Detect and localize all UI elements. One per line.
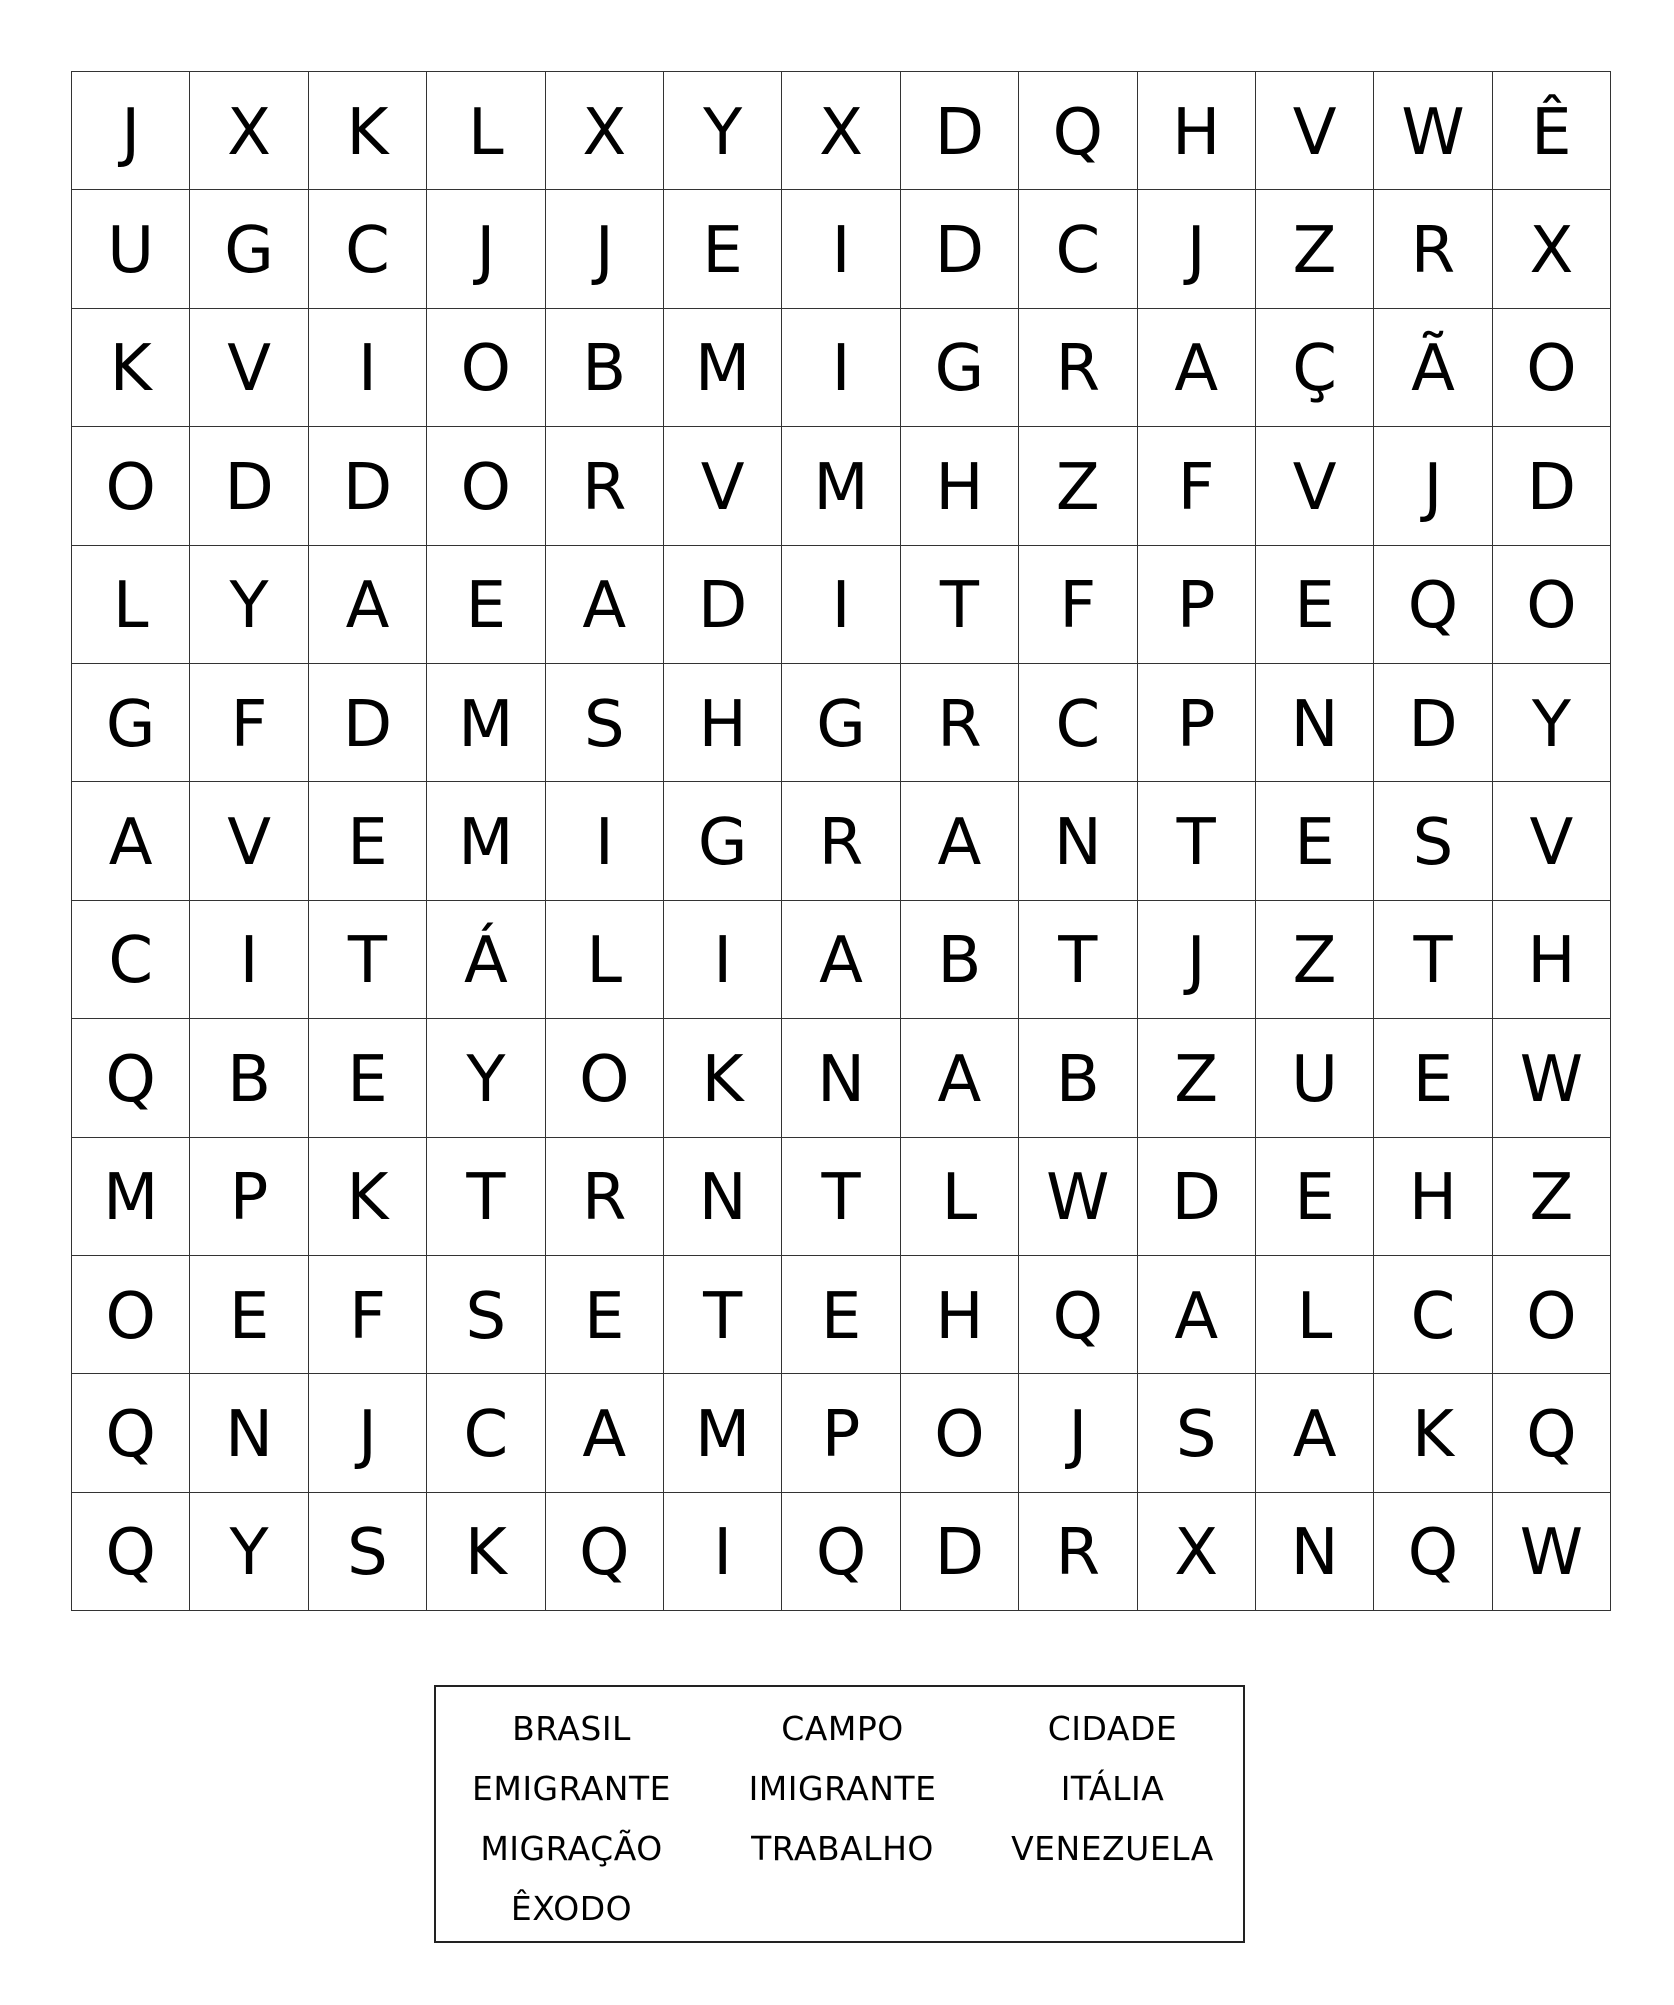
grid-cell[interactable]: Q — [546, 1493, 664, 1611]
grid-cell[interactable]: O — [901, 1374, 1019, 1492]
grid-cell[interactable]: E — [1256, 782, 1374, 900]
word-list — [434, 1685, 1245, 1943]
word-list-item: VENEZUELA — [1011, 1829, 1214, 1868]
grid-cell[interactable]: I — [782, 190, 900, 308]
grid-cell[interactable]: I — [782, 546, 900, 664]
grid-cell[interactable]: X — [190, 72, 308, 190]
grid-cell[interactable]: Q — [1374, 546, 1492, 664]
grid-cell[interactable]: E — [309, 782, 427, 900]
grid-cell[interactable]: Á — [427, 901, 545, 1019]
grid-cell[interactable]: R — [546, 1138, 664, 1256]
grid-cell[interactable]: M — [72, 1138, 190, 1256]
grid-cell[interactable]: Y — [427, 1019, 545, 1137]
grid-cell[interactable]: H — [901, 427, 1019, 545]
grid-cell[interactable]: D — [901, 1493, 1019, 1611]
grid-cell[interactable]: N — [1019, 782, 1137, 900]
grid-cell[interactable]: W — [1374, 72, 1492, 190]
word-list-item: CIDADE — [1047, 1709, 1178, 1748]
grid-cell[interactable]: W — [1019, 1138, 1137, 1256]
grid-cell[interactable]: P — [1138, 546, 1256, 664]
grid-cell[interactable]: R — [1374, 190, 1492, 308]
grid-cell[interactable]: Y — [190, 546, 308, 664]
grid-cell[interactable]: Q — [1019, 1256, 1137, 1374]
grid-cell[interactable]: M — [782, 427, 900, 545]
grid-cell[interactable]: R — [782, 782, 900, 900]
grid-cell[interactable]: D — [1374, 664, 1492, 782]
grid-cell[interactable]: D — [1493, 427, 1611, 545]
grid-cell[interactable]: Q — [1374, 1493, 1492, 1611]
grid-cell[interactable]: S — [1374, 782, 1492, 900]
grid-cell[interactable]: A — [782, 901, 900, 1019]
grid-cell[interactable]: U — [72, 190, 190, 308]
grid-cell[interactable]: Q — [72, 1374, 190, 1492]
grid-cell[interactable]: D — [309, 427, 427, 545]
grid-cell[interactable]: T — [901, 546, 1019, 664]
grid-cell[interactable]: A — [1138, 309, 1256, 427]
grid-cell[interactable]: K — [1374, 1374, 1492, 1492]
grid-cell[interactable]: Q — [782, 1493, 900, 1611]
grid-cell[interactable]: C — [1019, 664, 1137, 782]
grid-cell[interactable]: U — [1256, 1019, 1374, 1137]
grid-cell[interactable]: N — [782, 1019, 900, 1137]
grid-cell[interactable]: W — [1493, 1019, 1611, 1137]
grid-cell[interactable]: C — [427, 1374, 545, 1492]
grid-cell[interactable]: P — [1138, 664, 1256, 782]
grid-cell[interactable]: B — [546, 309, 664, 427]
grid-cell[interactable]: J — [427, 190, 545, 308]
grid-cell[interactable]: L — [1256, 1256, 1374, 1374]
grid-cell[interactable]: I — [782, 309, 900, 427]
grid-cell[interactable]: V — [1493, 782, 1611, 900]
grid-cell[interactable]: E — [546, 1256, 664, 1374]
grid-cell[interactable]: C — [309, 190, 427, 308]
grid-cell[interactable]: J — [72, 72, 190, 190]
grid-cell[interactable]: G — [190, 190, 308, 308]
grid-cell[interactable]: K — [664, 1019, 782, 1137]
grid-cell[interactable]: J — [1019, 1374, 1137, 1492]
grid-cell[interactable]: S — [1138, 1374, 1256, 1492]
grid-cell[interactable]: G — [664, 782, 782, 900]
grid-cell[interactable]: J — [1138, 190, 1256, 308]
grid-cell[interactable]: D — [309, 664, 427, 782]
grid-cell[interactable]: H — [1138, 72, 1256, 190]
grid-cell[interactable]: T — [1374, 901, 1492, 1019]
grid-cell[interactable]: A — [901, 782, 1019, 900]
grid-cell[interactable]: L — [427, 72, 545, 190]
grid-cell[interactable]: D — [901, 190, 1019, 308]
grid-cell[interactable]: M — [427, 664, 545, 782]
grid-cell[interactable]: Y — [190, 1493, 308, 1611]
grid-cell[interactable]: I — [309, 309, 427, 427]
grid-cell[interactable]: K — [427, 1493, 545, 1611]
grid-cell[interactable]: J — [1374, 427, 1492, 545]
grid-cell[interactable]: F — [190, 664, 308, 782]
grid-cell[interactable]: X — [546, 72, 664, 190]
grid-cell[interactable]: K — [72, 309, 190, 427]
grid-cell[interactable]: P — [782, 1374, 900, 1492]
grid-cell[interactable]: E — [664, 190, 782, 308]
grid-cell[interactable]: G — [901, 309, 1019, 427]
grid-cell[interactable]: Y — [664, 72, 782, 190]
grid-cell[interactable]: L — [546, 901, 664, 1019]
grid-cell[interactable]: R — [1019, 1493, 1137, 1611]
grid-cell[interactable]: S — [546, 664, 664, 782]
grid-cell[interactable]: A — [546, 546, 664, 664]
grid-cell[interactable]: A — [1138, 1256, 1256, 1374]
grid-cell[interactable]: R — [901, 664, 1019, 782]
grid-cell[interactable]: T — [309, 901, 427, 1019]
grid-cell[interactable]: A — [1256, 1374, 1374, 1492]
grid-cell[interactable]: Z — [1493, 1138, 1611, 1256]
grid-cell[interactable]: H — [1374, 1138, 1492, 1256]
grid-cell[interactable]: E — [190, 1256, 308, 1374]
grid-cell[interactable]: M — [427, 782, 545, 900]
grid-cell[interactable]: T — [427, 1138, 545, 1256]
grid-cell[interactable]: O — [72, 427, 190, 545]
word-list-item: MIGRAÇÃO — [480, 1829, 663, 1868]
word-list-item: TRABALHO — [751, 1829, 934, 1868]
grid-cell[interactable]: N — [1256, 1493, 1374, 1611]
grid-cell[interactable]: A — [72, 782, 190, 900]
grid-cell[interactable]: L — [901, 1138, 1019, 1256]
grid-cell[interactable]: W — [1493, 1493, 1611, 1611]
grid-cell[interactable]: Z — [1138, 1019, 1256, 1137]
grid-cell[interactable]: T — [1138, 782, 1256, 900]
grid-cell[interactable]: Q — [72, 1493, 190, 1611]
grid-cell[interactable]: P — [190, 1138, 308, 1256]
grid-cell[interactable]: T — [664, 1256, 782, 1374]
word-list-item: IMIGRANTE — [748, 1769, 937, 1808]
grid-cell[interactable]: C — [72, 901, 190, 1019]
grid-cell[interactable]: Q — [72, 1019, 190, 1137]
grid-cell[interactable]: X — [1493, 190, 1611, 308]
word-list-item: ÊXODO — [510, 1889, 633, 1928]
grid-cell[interactable]: Q — [1493, 1374, 1611, 1492]
grid-cell[interactable]: E — [427, 546, 545, 664]
grid-cell[interactable]: H — [901, 1256, 1019, 1374]
grid-cell[interactable]: V — [190, 309, 308, 427]
grid-cell[interactable]: O — [546, 1019, 664, 1137]
word-list-item: ITÁLIA — [1060, 1769, 1165, 1808]
grid-cell[interactable]: Ç — [1256, 309, 1374, 427]
grid-cell[interactable]: O — [427, 427, 545, 545]
grid-cell[interactable]: N — [664, 1138, 782, 1256]
grid-cell[interactable]: A — [901, 1019, 1019, 1137]
grid-cell[interactable]: J — [546, 190, 664, 308]
grid-cell[interactable]: L — [72, 546, 190, 664]
grid-cell[interactable]: D — [664, 546, 782, 664]
grid-cell[interactable]: Z — [1256, 190, 1374, 308]
word-list-item: EMIGRANTE — [472, 1769, 671, 1808]
grid-cell[interactable]: C — [1019, 190, 1137, 308]
grid-cell[interactable]: Z — [1019, 427, 1137, 545]
grid-cell[interactable]: G — [72, 664, 190, 782]
grid-cell[interactable]: O — [1493, 546, 1611, 664]
grid-cell[interactable]: V — [664, 427, 782, 545]
grid-cell[interactable]: V — [1256, 72, 1374, 190]
grid-cell[interactable]: M — [664, 1374, 782, 1492]
grid-cell[interactable]: J — [1138, 901, 1256, 1019]
grid-cell[interactable]: O — [427, 309, 545, 427]
grid-cell[interactable]: B — [901, 901, 1019, 1019]
grid-cell[interactable]: E — [782, 1256, 900, 1374]
grid-cell[interactable]: D — [1138, 1138, 1256, 1256]
grid-cell[interactable]: F — [309, 1256, 427, 1374]
grid-cell[interactable]: T — [1019, 901, 1137, 1019]
grid-cell[interactable]: K — [309, 72, 427, 190]
grid-cell[interactable]: Ê — [1493, 72, 1611, 190]
grid-cell[interactable]: A — [309, 546, 427, 664]
grid-cell[interactable]: X — [782, 72, 900, 190]
grid-cell[interactable]: C — [1374, 1256, 1492, 1374]
grid-cell[interactable]: E — [1256, 1138, 1374, 1256]
grid-cell[interactable]: I — [664, 901, 782, 1019]
grid-cell[interactable]: F — [1138, 427, 1256, 545]
grid-cell[interactable]: I — [546, 782, 664, 900]
grid-cell[interactable]: B — [1019, 1019, 1137, 1137]
grid-cell[interactable]: I — [664, 1493, 782, 1611]
grid-cell[interactable]: Ã — [1374, 309, 1492, 427]
grid-cell[interactable]: J — [309, 1374, 427, 1492]
grid-cell[interactable]: H — [1493, 901, 1611, 1019]
grid-cell[interactable]: G — [782, 664, 900, 782]
grid-cell[interactable]: E — [309, 1019, 427, 1137]
grid-cell[interactable]: D — [901, 72, 1019, 190]
grid-cell[interactable]: N — [190, 1374, 308, 1492]
grid-cell[interactable]: F — [1019, 546, 1137, 664]
word-list-item: BRASIL — [512, 1709, 631, 1748]
grid-cell[interactable]: Q — [1019, 72, 1137, 190]
grid-cell[interactable]: D — [190, 427, 308, 545]
grid-cell[interactable]: S — [427, 1256, 545, 1374]
grid-cell[interactable]: N — [1256, 664, 1374, 782]
grid-cell[interactable]: Z — [1256, 901, 1374, 1019]
grid-cell[interactable]: Y — [1493, 664, 1611, 782]
grid-cell[interactable]: I — [190, 901, 308, 1019]
grid-cell[interactable]: V — [1256, 427, 1374, 545]
grid-cell[interactable]: V — [190, 782, 308, 900]
grid-cell[interactable]: A — [546, 1374, 664, 1492]
grid-cell[interactable]: K — [309, 1138, 427, 1256]
word-search-grid — [71, 71, 1611, 1611]
grid-cell[interactable]: R — [546, 427, 664, 545]
grid-cell[interactable]: T — [782, 1138, 900, 1256]
word-list-item: CAMPO — [781, 1709, 904, 1748]
grid-cell[interactable]: S — [309, 1493, 427, 1611]
grid-cell[interactable]: R — [1019, 309, 1137, 427]
grid-cell[interactable]: O — [1493, 1256, 1611, 1374]
grid-cell[interactable]: X — [1138, 1493, 1256, 1611]
grid-cell[interactable]: B — [190, 1019, 308, 1137]
grid-cell[interactable]: H — [664, 664, 782, 782]
grid-cell[interactable]: M — [664, 309, 782, 427]
grid-cell[interactable]: O — [72, 1256, 190, 1374]
grid-cell[interactable]: E — [1256, 546, 1374, 664]
grid-cell[interactable]: E — [1374, 1019, 1492, 1137]
grid-cell[interactable]: O — [1493, 309, 1611, 427]
